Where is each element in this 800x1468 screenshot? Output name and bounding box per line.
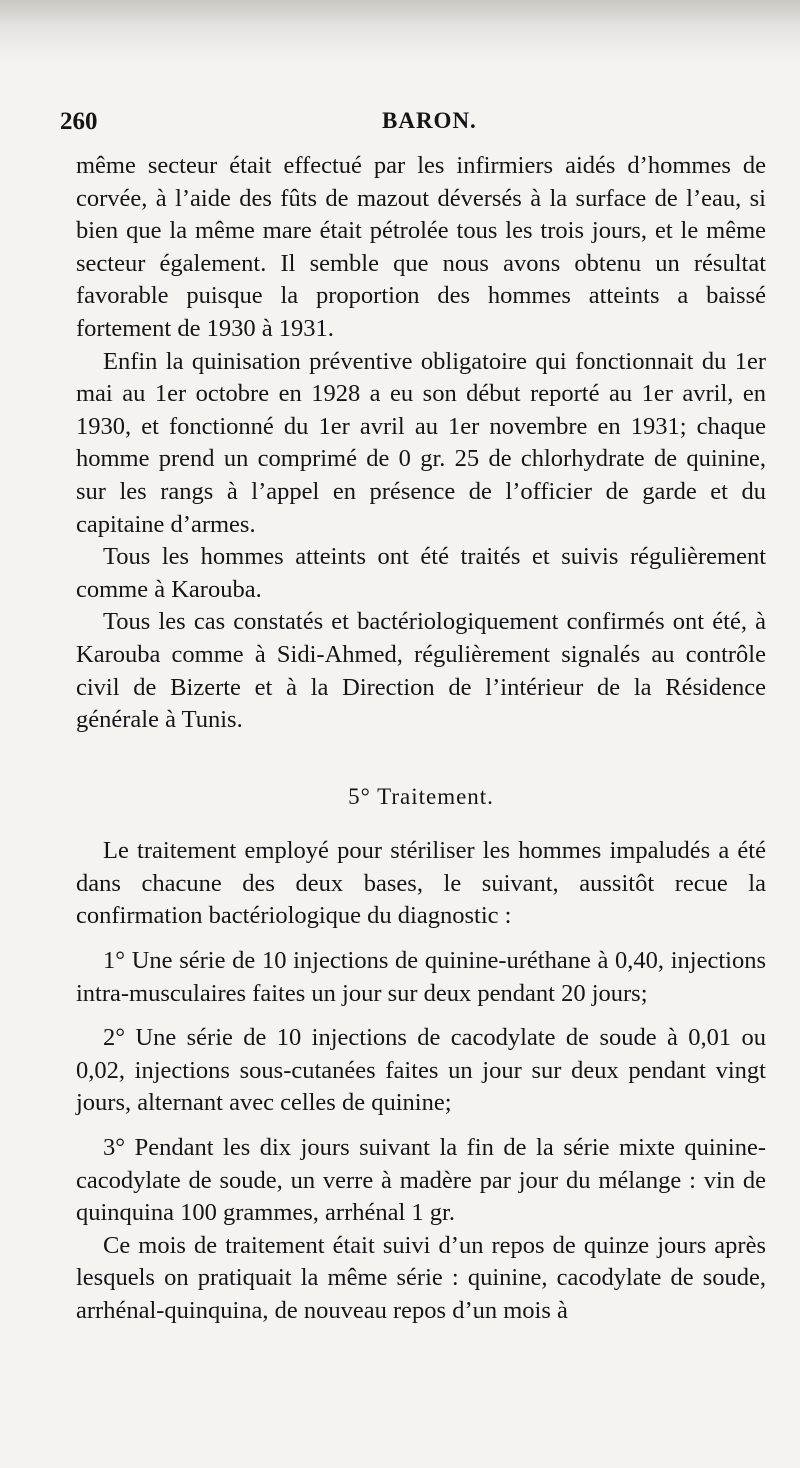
list-item-quinine: 1° Une série de 10 injections de quinine-uréthane à 0,40, injections intra-musculaires faites un jour sur deux pendant 20 jours; xyxy=(76,947,766,1007)
paragraph-treated-men: Tous les hommes atteints ont été traités et suivis régulièrement comme à Karouba. xyxy=(76,543,766,603)
page-top-shadow xyxy=(0,0,800,62)
list-item-cacodylate: 2° Une série de 10 injections de cacodylate de soude à 0,01 ou 0,02, injections sous-cutanées faites un jour sur deux pendant vingt jours, alternant avec celles de quinine; xyxy=(76,1024,766,1117)
paragraph-reported-cases: Tous les cas constatés et bactériologiquement confirmés ont été, à Karouba comme à Sidi-Ahmed, régulièrement signalés au contrôle civil de Bizerte et à la Direction de l’intérieur de la Résidence générale à Tunis. xyxy=(76,608,766,734)
body-text xyxy=(76,150,766,1328)
page-header xyxy=(0,108,800,142)
paragraph-continuation: même secteur était effectué par les infirmiers aidés d’hommes de corvée, à l’aide des fûts de mazout déversés à la surface de l’eau, si bien que la même mare était pétrolée tous les trois jours, et le même secteur également. Il semble que nous avons obtenu un résultat favorable puisque la proportion des hommes atteints a baissé fortement de 1930 à 1931. xyxy=(76,152,766,342)
paragraph-rest-period: Ce mois de traitement était suivi d’un repos de quinze jours après lesquels on pratiquait la même série : quinine, cacodylate de soude, arrhénal-quinquina, de nouveau repos d’un mois à xyxy=(76,1231,766,1324)
paragraph-treatment-intro: Le traitement employé pour stériliser les hommes impaludés a été dans chacune des deux bases, le suivant, aussitôt recue la confirmation bactériologique du diagnostic : xyxy=(76,837,766,930)
section-heading: 5° Traitement. xyxy=(348,783,494,809)
list-item-quinquina: 3° Pendant les dix jours suivant la fin de la série mixte quinine-cacodylate de soude, un verre à madère par jour du mélange : vin de quinquina 100 grammes, arrhénal 1 gr. xyxy=(76,1134,766,1227)
page-number: 260 xyxy=(60,108,98,135)
running-head: BARON. xyxy=(382,108,477,133)
paragraph-quinisation: Enfin la quinisation préventive obligatoire qui fonctionnait du 1er mai au 1er octobre en 1928 a eu son début reporté au 1er avril, en 1930, et fonctionné du 1er avril au 1er novembre en 1931; chaque homme prend un comprimé de 0 gr. 25 de chlorhydrate de quinine, sur les rangs à l’appel en présence de l’officier de garde et du capitaine d’armes. xyxy=(76,347,766,538)
